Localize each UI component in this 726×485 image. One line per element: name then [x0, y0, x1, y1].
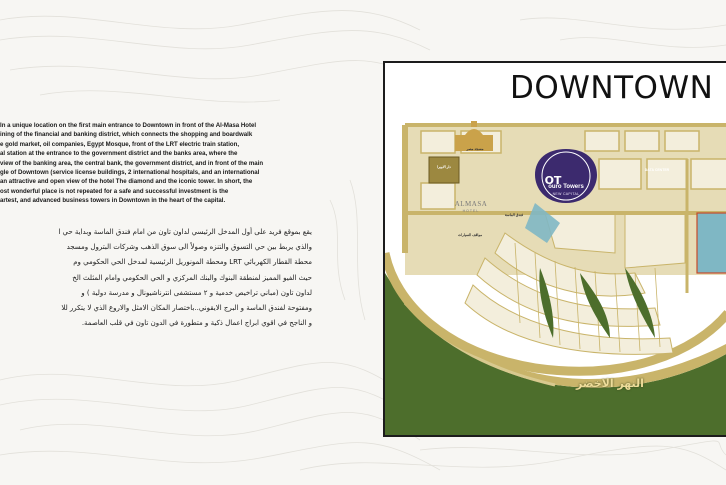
green-river-label: النهر الاخضر [576, 377, 644, 390]
downtown-map [385, 63, 726, 437]
english-line: ining of the financial and banking district, which connects the shopping and boardwalk [0, 131, 253, 139]
english-line: ost wonderful place is not repeated for a safe and successful investment is the [0, 187, 229, 195]
ouro-towers-sub: NEW CAPITAL [552, 192, 580, 196]
english-description [0, 121, 314, 206]
hotel-ar-label: فندق الماسة [504, 213, 524, 217]
map-title: DOWNTOWN [510, 70, 714, 106]
almasa-hotel-sub: HOTEL [462, 209, 480, 213]
arabic-line: ومفتوحة لفندق الماسة و البرج الايقوني..باختصار المكان الامثل والاروع الذي لا يتكرر للا [61, 304, 312, 313]
almasa-hotel-logo: ALMASA [454, 200, 488, 208]
arabic-line: والذي يربط بين حي التسوق والتنزه وصولاً الى سوق الذهب وشركات البترول ومسجد [66, 243, 312, 252]
downtown-map-frame [383, 61, 726, 437]
arabic-description [0, 225, 312, 355]
english-line: artest, and advanced business towers in Downtown in the heart of the capital. [0, 197, 226, 205]
arabic-line: يقع بموقع فريد على أول المدخل الرئيسي لداون تاون من امام فندق الماسة وبداية حي ا [58, 228, 312, 236]
masjid-label: مسجد مصر [466, 147, 484, 151]
arabic-line: حيث الفيو المميز لمنطقة البنوك والبنك المركزي و الحي الحكومي وامام المثلث الخ [72, 273, 312, 282]
arabic-line: لداون تاون (مباني تراخيص خدمية و ٢ مستشفى انترناشيونال و مدرسة دولية ) و [81, 288, 312, 297]
english-line: In a unique location on the first main entrance to Downtown in front of the Al-Masa Hotel [0, 122, 257, 129]
data-center-label: DATA CENTER [644, 168, 670, 172]
ouro-towers-label: ouro Towers [548, 184, 584, 190]
parking-label: مواقف السيارات [457, 233, 483, 237]
arabic-line: محطة القطار الكهربائي LRT ومحطة المونوريل الرئيسية لمدخل الحي الحكومي وم [73, 258, 312, 267]
ouro-towers-logo: OT [544, 174, 562, 187]
english-line: al station at the entrance to the government district and the banks area, where the [0, 150, 238, 158]
opera-label: دار الاوبرا [437, 165, 451, 169]
arabic-line: و الناجح في اقوي ابراج اعمال ذكية و متطورة في الدون تاون في قلب العاصمة. [81, 319, 312, 328]
english-line: gle of Downtown (service license buildings, 2 international hospitals, and an international [0, 169, 260, 177]
english-line: e gold market, oil companies, Egypt Mosque, front of the LRT electric train station, [0, 140, 240, 148]
english-line: an attractive and open view of the hotel The diamond and the iconic tower. In short, the [0, 178, 253, 186]
english-line: view of the banking area, the central bank, the government district, and in front of the main [0, 159, 264, 167]
